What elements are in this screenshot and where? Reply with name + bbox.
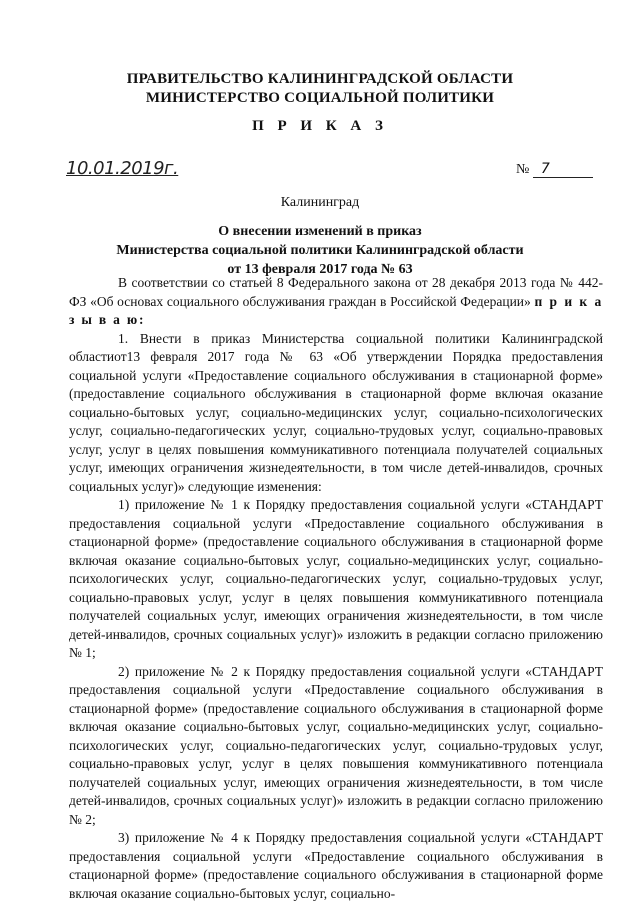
order-title-line-3: от 13 февраля 2017 года № 63: [227, 262, 413, 277]
intro-paragraph: [69, 274, 603, 330]
order-number-line: [516, 161, 593, 178]
paragraph-item-1: 1) приложение № 1 к Порядку предоставления социальной услуги «СТАНДАРТ предоставления социальной услуги «Предоставление социального обслуживания в стационарной форме» (предоставление социального обслуживания в стационарной форме включая оказание социально-бытовых услуг, социально-медицинских услуг, социально-психологических услуг, социально-педагогических услуг, социально-трудовых услуг, социально-правовых услуг, услуг в целях повышения коммуникативного потенциала получателей социальных услуг, имеющих ограничения жизнедеятельности, в том числе детей-инвалидов, срочных социальных услуг)» изложить в редакции согласно приложению № 1;: [69, 497, 603, 660]
paragraph-1: 1. Внести в приказ Министерства социальной политики Калининградской областиот13 февраля 2017 года № 63 «Об утверждении Порядка предоставления социальной услуги «Предоставление социального обслуживания в стационарной форме» (предоставление социального обслуживания в стационарной форме включая оказание социально-бытовых услуг, социально-медицинских услуг, социально-психологических услуг, социально-педагогических услуг, социально-трудовых услуг, социально-правовых услуг, услуг в целях повышения коммуникативного потенциала получателей социальных услуг, имеющих ограничения жизнедеятельности, в том числе детей-инвалидов, срочных социальных услуг)» следующие изменения:: [69, 330, 603, 494]
ministry-header: МИНИСТЕРСТВО СОЦИАЛЬНОЙ ПОЛИТИКИ: [145, 90, 495, 106]
order-title-line-1: О внесении изменений в приказ: [218, 224, 422, 239]
order-number: 7: [533, 161, 593, 178]
paragraph-item-3: 3) приложение № 4 к Порядку предоставления социальной услуги «СТАНДАРТ предоставления социальной услуги «Предоставление социального обслуживания в стационарной форме» (предоставление социального обслуживания в стационарной форме включая оказание социально-бытовых услуг, социально-: [69, 830, 603, 901]
document-type: П Р И К А З: [252, 118, 388, 134]
intro-text: В соответствии со статьей 8 Федерального закона от 28 декабря 2013 года № 442-ФЗ «Об основах социального обслуживания граждан в Российской Федерации»: [69, 275, 603, 309]
paragraph-item-2: 2) приложение № 2 к Порядку предоставления социальной услуги «СТАНДАРТ предоставления социальной услуги «Предоставление социального обслуживания в стационарной форме» (предоставление социального обслуживания в стационарной форме включая оказание социально-бытовых услуг, социально-медицинских услуг, социально-психологических услуг, социально-педагогических услуг, социально-трудовых услуг, социально-правовых услуг, услуг в целях повышения коммуникативного потенциала получателей социальных услуг, имеющих ограничения жизнедеятельности, в том числе детей-инвалидов, срочных социальных услуг)» изложить в редакции согласно приложению № 2;: [69, 663, 603, 827]
order-keyword: п р и к а з ы в а ю:: [69, 293, 604, 327]
order-body: [69, 274, 603, 903]
order-date: 10.01.2019г.: [66, 158, 179, 179]
city: Калининград: [280, 195, 360, 210]
number-label: №: [516, 162, 530, 177]
order-title-line-2: Министерства социальной политики Калининградской области: [116, 243, 524, 258]
government-header: ПРАВИТЕЛЬСТВО КАЛИНИНГРАДСКОЙ ОБЛАСТИ: [126, 71, 514, 87]
